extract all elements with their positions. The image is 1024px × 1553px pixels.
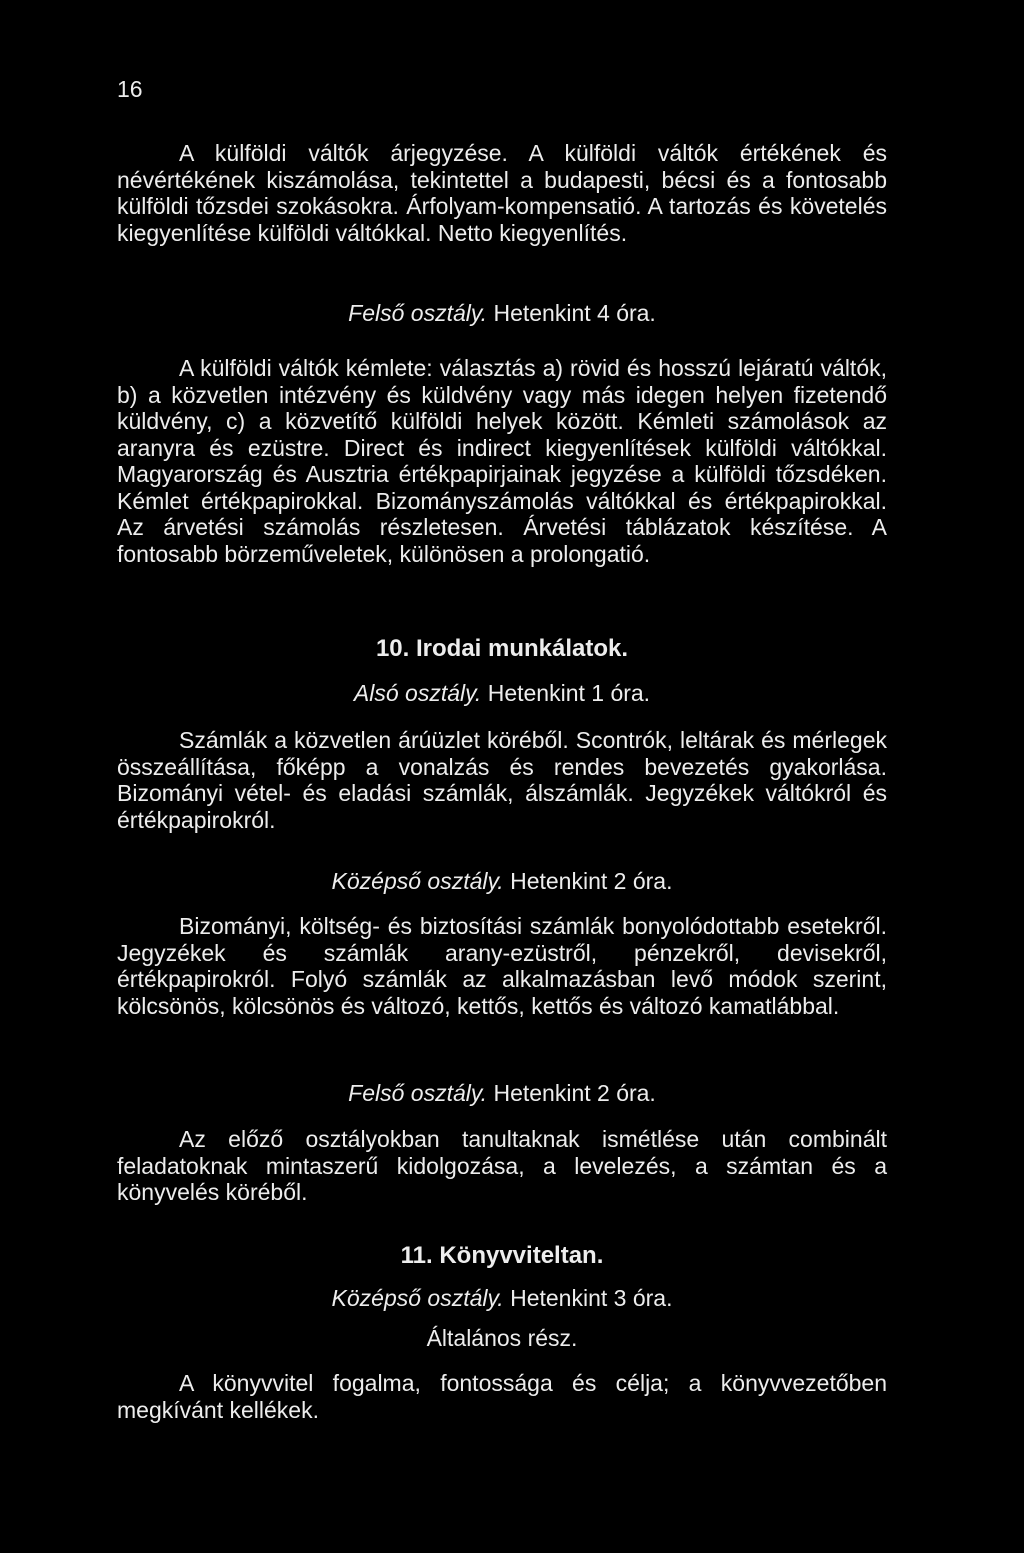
class-name: Alsó osztály. <box>353 680 482 706</box>
paragraph-bookkeeping-concept <box>117 1370 887 1423</box>
weekly-hours: Hetenkint 2 óra. <box>510 868 673 894</box>
class-name: Középső osztály. <box>331 1285 504 1311</box>
class-name: Felső osztály. <box>348 1080 488 1106</box>
paragraph-commission-accounts <box>117 913 887 1019</box>
class-name: Középső osztály. <box>331 868 504 894</box>
class-name: Felső osztály. <box>348 300 488 326</box>
section-heading-office-work: 10. Irodai munkálatok. <box>375 635 629 662</box>
section-heading-bookkeeping: 11. Könyvviteltan. <box>400 1242 604 1269</box>
class-line-felso-4 <box>117 300 887 327</box>
page-number: 16 <box>117 76 143 102</box>
paragraph-invoices <box>117 727 887 833</box>
class-line-also-1 <box>117 680 887 707</box>
paragraph-text: Számlák a közvetlen árúüzlet köréből. Scontrók, leltárak és mérlegek összeállítása, főképp a vonalzás és rendes bevezetés gyakorlása. Bizományi vétel- és eladási számlák, álszámlák. Jegyzékek váltókról és értékpapirokról. <box>117 727 887 833</box>
class-line-felso-2 <box>117 1080 887 1107</box>
paragraph-text: A külföldi váltók árjegyzése. A külföldi váltók értékének és névértékének kiszámolása, tekintettel a budapesti, bécsi és a fontosabb külföldi tőzsdei szokásokra. Árfolyam-kompensatió. A tartozás és követelés kiegyenlítése külföldi váltókkal. Netto kiegyenlítés. <box>117 140 887 246</box>
paragraph-text: Bizományi, költség- és biztosítási számlák bonyolódottabb esetekről. Jegyzékek és számlák arany-ezüstről, pénzekről, devisekről, értékpapirokról. Folyó számlák az alkalmazásban levő módok szerint, kölcsönös, kölcsönös és változó, kettős, kettős és változó kamatlábbal. <box>117 913 887 1019</box>
class-line-kozepso-3 <box>117 1285 887 1312</box>
weekly-hours: Hetenkint 1 óra. <box>487 680 651 706</box>
paragraph-text: A külföldi váltók kémlete: választás a) rövid és hosszú lejáratú váltók, b) a közvetlen intézvény és küldvény vagy más idegen helyen fizetendő küldvény, c) a közvetítő külföldi helyek között. Kémleti számolások az aranyra és ezüstre. Direct és indirect kiegyenlítések külföldi váltókkal. Magyarország és Ausztria értékpapirjainak jegyzése a külföldi tőzsdéken. Kémlet értékpapirokkal. Bizományszámolás váltókkal és értékpapirokkal. Az árvetési számolás részletesen. Árvetési táblázatok készítése. A fontosabb börzeműveletek, különösen a prolongatió. <box>117 355 887 567</box>
subheading-general-part: Általános rész. <box>426 1325 578 1351</box>
paragraph-text: Az előző osztályokban tanultaknak ismétlése után combinált feladatoknak mintaszerű kidolgozása, a levelezés, a számtan és a könyvelés köréből. <box>117 1126 887 1205</box>
weekly-hours: Hetenkint 3 óra. <box>510 1285 673 1311</box>
paragraph-combined-tasks <box>117 1126 887 1206</box>
weekly-hours: Hetenkint 4 óra. <box>493 300 656 326</box>
class-line-kozepso-2 <box>117 868 887 895</box>
weekly-hours: Hetenkint 2 óra. <box>493 1080 656 1106</box>
paragraph-foreign-bills <box>117 140 887 246</box>
paragraph-text: A könyvvitel fogalma, fontossága és célja; a könyvvezetőben megkívánt kellékek. <box>117 1370 887 1423</box>
paragraph-exchange-arbitrage <box>117 355 887 567</box>
